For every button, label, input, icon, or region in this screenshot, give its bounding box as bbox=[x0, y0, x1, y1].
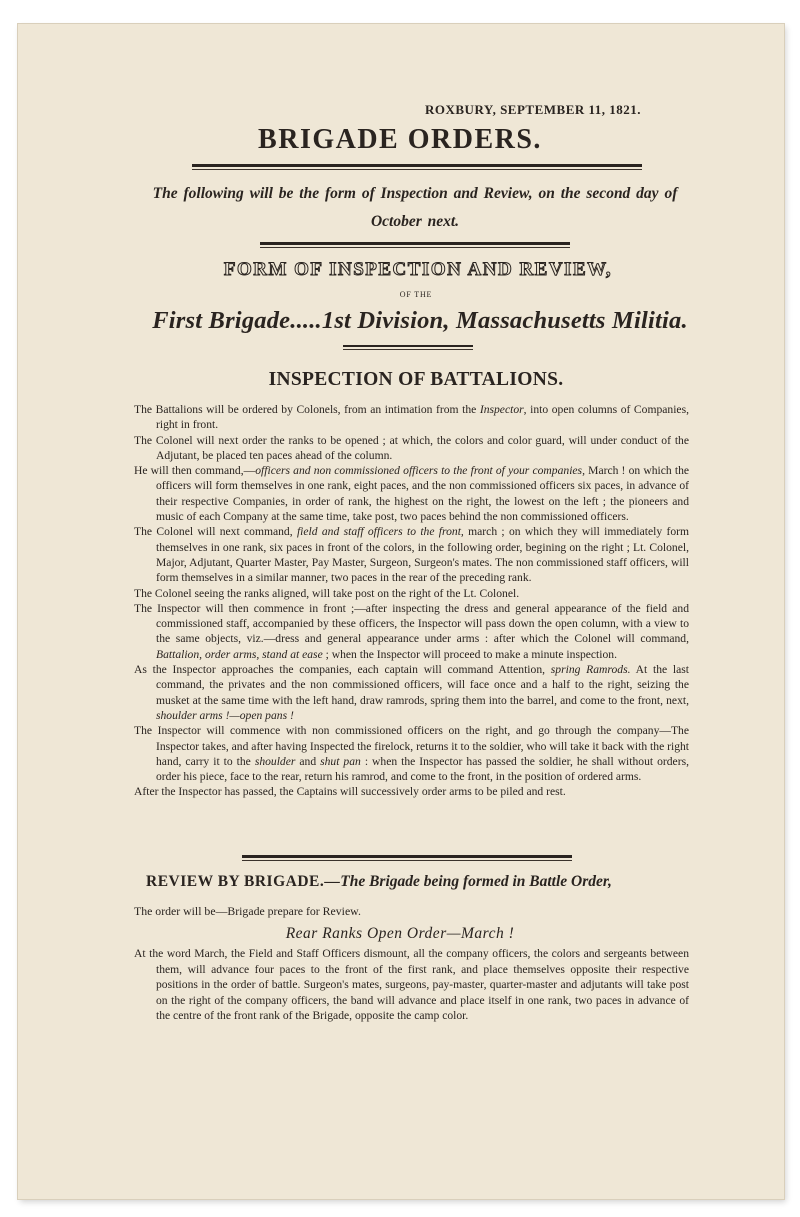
text-run: The Colonel seeing the ranks aligned, will take post on the right of the Lt. Colonel. bbox=[134, 586, 520, 600]
review-heading-caps: REVIEW BY BRIGADE.— bbox=[146, 873, 341, 890]
brigade-rule-thin bbox=[343, 349, 473, 350]
text-run: : when the Inspector has passed the soldier, he shall without orders, order his piece, face to the rear, return his ramrod, and come to the front, in the position of ordered arms. bbox=[156, 754, 689, 784]
title-rule-thick bbox=[192, 164, 642, 167]
italic-run: shoulder bbox=[254, 754, 296, 768]
command-line: Rear Ranks Open Order—March ! bbox=[285, 925, 515, 942]
inspection-paragraph bbox=[134, 723, 689, 784]
text-run: The Inspector will then commence in front ;—after inspecting the dress and general appearance of the field and commissioned staff, accompanied by these officers, the Inspector will pass down the open column, with a view to the same objects, viz.—dress and general appearance under arms : after which the Colonel will command, bbox=[134, 601, 689, 646]
text-run: The Inspector will commence with non commissioned officers on the right, and go through the company—The Inspector takes, and after having Inspected the firelock, returns it to the soldier, who will take it back with the right hand, carry it to the bbox=[134, 724, 690, 768]
brigade-rule-thick bbox=[343, 345, 473, 347]
intro-rule-thick bbox=[260, 242, 570, 245]
italic-run: officers and non commissioned officers to the front of your companies, bbox=[255, 464, 585, 478]
text-run: march ; on which they will immediately form themselves in one rank, six paces in front of the colors, in the following order, begining on the right ; Lt. Colonel, Major, Adjutant, Quarter Master, Pay Master, Surgeon, Surgeon's mates. The non commissioned staff officers, will form themselves in a similar manner, two paces in the rear of the preceding rank. bbox=[156, 525, 689, 585]
intro-text: The following will be the form of Inspection and Review, on the second day of October next. bbox=[152, 185, 678, 230]
inspection-paragraphs bbox=[134, 402, 689, 800]
italic-run: shoulder arms !—open pans ! bbox=[156, 708, 294, 722]
section-heading: INSPECTION OF BATTALIONS. bbox=[268, 369, 564, 390]
text-run: The Colonel will next order the ranks to be opened ; at which, the colors and color guard, will under conduct of the Adjutant, be placed ten paces ahead of the column. bbox=[134, 433, 689, 462]
text-run: After the Inspector has passed, the Captains will successively order arms to be piled and rest. bbox=[134, 785, 566, 799]
italic-run: Battalion, order arms, stand at ease bbox=[156, 647, 323, 661]
text-run: , into open columns of Companies, right in front. bbox=[156, 403, 689, 432]
brigade-line: First Brigade.....1st Division, Massachusetts Militia. bbox=[152, 307, 688, 334]
italic-run: spring Ramrods. bbox=[550, 663, 631, 677]
intro-rule-thin bbox=[260, 247, 570, 248]
inspection-paragraph bbox=[134, 463, 689, 524]
text-run: March ! on which the officers will form themselves in one rank, eight paces, and the non commissioned officers six paces, in advance of their respective Companies, in order of rank, the highest on the right, the lowest on the left ; the pioneers and music of each Company at the same time, take post, two paces behind the non commissioned officers. bbox=[156, 464, 690, 524]
final-paragraph: At the word March, the Field and Staff Officers dismount, all the company officers, the colors and sergeants between them, will advance four paces to the front of the first rank, and place themselves opposite their respective positions in the order of battle. Surgeon's mates, surgeons, pay-master, quarter-master and adjutants will take post on the right of the company officers, the band will advance and place itself in one rank, two paces in advance of the centre of the front rank of the Brigade, opposite the camp color. bbox=[134, 947, 689, 1023]
inspection-paragraph bbox=[134, 586, 689, 601]
inspection-paragraph bbox=[134, 402, 689, 433]
inspection-paragraph bbox=[134, 784, 689, 799]
dateline: ROXBURY, SEPTEMBER 11, 1821. bbox=[425, 102, 642, 117]
text-run: As the Inspector approaches the companies, each captain will command Attention, bbox=[134, 663, 551, 677]
italic-run: shut pan bbox=[320, 754, 361, 768]
final-paragraph-block bbox=[134, 946, 689, 1024]
text-run: The Battalions will be ordered by Colonels, from an intimation from the bbox=[134, 403, 480, 416]
inspection-paragraph bbox=[134, 433, 689, 464]
text-run: At the last command, the privates and the non commissioned officers, will face once and a half to the right, seizing the musket at the same time with the left hand, draw ramrods, spring them into the barrel, and come to the front, next, bbox=[156, 663, 689, 707]
review-heading-italic: The Brigade being formed in Battle Order, bbox=[340, 873, 612, 890]
form-heading: FORM OF INSPECTION AND REVIEW, bbox=[223, 259, 613, 280]
review-heading bbox=[146, 873, 706, 891]
document-title: BRIGADE ORDERS. bbox=[258, 124, 542, 155]
of-the-label: OF THE bbox=[399, 290, 433, 299]
text-run: ; when the Inspector will proceed to make a minute inspection. bbox=[322, 647, 617, 661]
text-run: He will then command,— bbox=[134, 464, 256, 478]
italic-run: field and staff officers to the front, bbox=[296, 525, 464, 539]
review-rule-thin bbox=[242, 860, 572, 861]
text-run: and bbox=[295, 754, 321, 768]
review-rule-thick bbox=[242, 855, 572, 858]
inspection-paragraph bbox=[134, 524, 689, 585]
inspection-paragraph bbox=[134, 662, 689, 723]
text-run: The Colonel will next command, bbox=[134, 525, 297, 539]
inspection-paragraph bbox=[134, 601, 689, 662]
italic-run: Inspector bbox=[479, 403, 524, 416]
order-line: The order will be—Brigade prepare for Review. bbox=[134, 904, 361, 918]
title-rule-thin bbox=[192, 169, 642, 170]
